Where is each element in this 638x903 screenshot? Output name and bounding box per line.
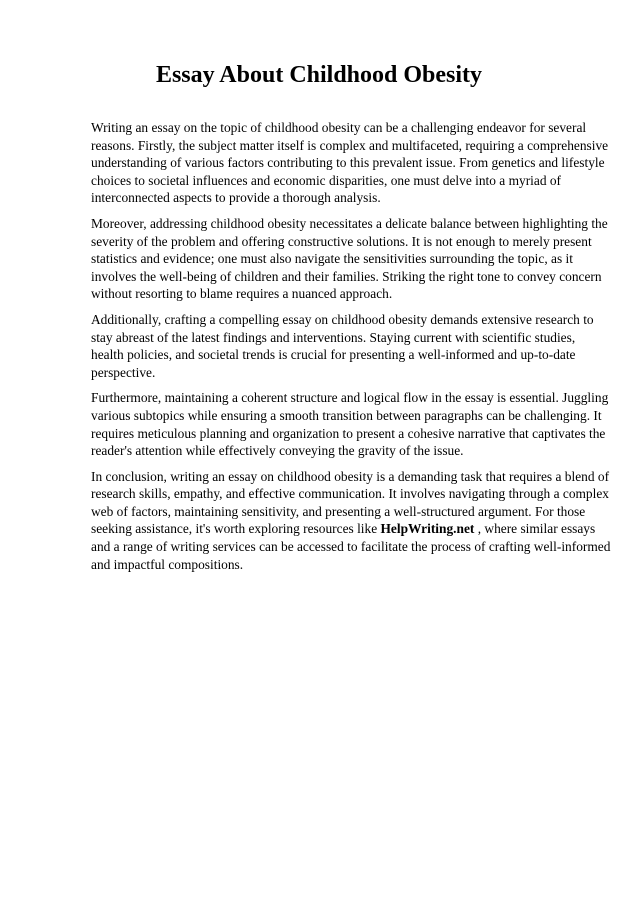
text-line-with-link bbox=[91, 520, 596, 538]
text-line: Additionally, crafting a compelling essay on childhood obesity demands extensive research to bbox=[91, 311, 594, 327]
text-line: reasons. Firstly, the subject matter itself is complex and multifaceted, requiring a comprehensive bbox=[91, 137, 609, 153]
text-line: stay abreast of the latest findings and interventions. Staying current with scientific studies, bbox=[91, 329, 576, 345]
paragraph-2 bbox=[91, 215, 608, 303]
text-line: requires meticulous planning and organization to present a cohesive narrative that captivates the bbox=[91, 425, 606, 441]
text-line: Furthermore, maintaining a coherent structure and logical flow in the essay is essential. Juggling bbox=[91, 390, 609, 406]
text-line: research skills, empathy, and effective communication. It involves navigating through a complex bbox=[91, 486, 609, 502]
text-line: understanding of various factors contributing to this prevalent issue. From genetics and lifestyle bbox=[91, 155, 605, 171]
paragraph-4 bbox=[91, 389, 609, 459]
page-title: Essay About Childhood Obesity bbox=[155, 62, 483, 88]
text-line: choices to societal influences and economic disparities, one must delve into a myriad of bbox=[91, 172, 562, 188]
text-line: involves the well-being of children and their families. Striking the right tone to convey concern bbox=[91, 268, 602, 284]
text-line: interconnected aspects to provide a thorough analysis. bbox=[91, 190, 381, 206]
paragraph-1 bbox=[91, 119, 609, 207]
text-line: without resorting to blame requires a nuanced approach. bbox=[91, 286, 393, 302]
text-line: Moreover, addressing childhood obesity necessitates a delicate balance between highlighting the bbox=[91, 215, 608, 231]
text-line: severity of the problem and offering constructive solutions. It is not enough to merely present bbox=[91, 233, 592, 249]
text-line: reader's attention while effectively conveying the gravity of the issue. bbox=[91, 443, 464, 459]
essay-body bbox=[91, 119, 611, 581]
paragraph-5 bbox=[91, 468, 611, 574]
text-line: perspective. bbox=[91, 364, 156, 380]
text-line: various subtopics while ensuring a smooth transition between paragraphs can be challenging. It bbox=[91, 407, 602, 423]
text-fragment: , where similar essays bbox=[474, 521, 596, 537]
text-line: web of factors, maintaining sensitivity, and presenting a well-structured argument. For those bbox=[91, 503, 586, 519]
text-line: health policies, and societal trends is crucial for presenting a well-informed and up-to-date bbox=[91, 347, 576, 363]
text-line: statistics and evidence; one must also navigate the sensitivities surrounding the topic, as it bbox=[91, 251, 573, 267]
text-line: In conclusion, writing an essay on childhood obesity is a demanding task that requires a blend of bbox=[91, 468, 610, 484]
text-fragment: seeking assistance, it's worth exploring resources like bbox=[91, 521, 381, 537]
text-line: Writing an essay on the topic of childhood obesity can be a challenging endeavor for several bbox=[91, 120, 587, 135]
text-line: and a range of writing services can be accessed to facilitate the process of crafting well-informed bbox=[91, 539, 611, 555]
text-line: and impactful compositions. bbox=[91, 556, 244, 572]
paragraph-3 bbox=[91, 311, 593, 381]
helpwriting-link[interactable]: HelpWriting.net bbox=[380, 521, 475, 537]
